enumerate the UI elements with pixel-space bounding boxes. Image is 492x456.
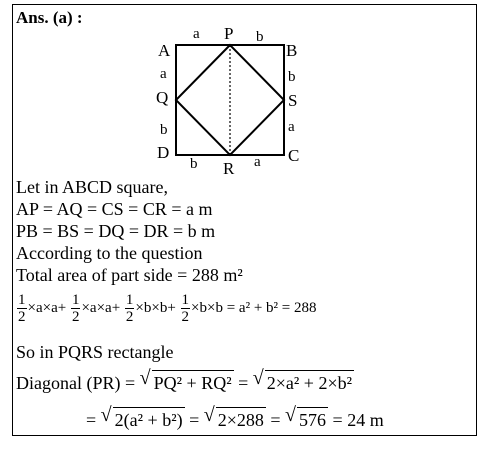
vertex-r: R xyxy=(223,159,235,178)
fraction-half-1: $\frac{1}{2}$ xyxy=(18,292,26,325)
text-line-5: Total area of part side = 288 m² xyxy=(16,265,243,285)
vertex-d: D xyxy=(157,143,170,162)
term-2: ×a×a+ xyxy=(81,299,121,316)
text-line-4: According to the question xyxy=(16,243,203,263)
final-answer: = 24 m xyxy=(328,410,384,430)
term-3: ×b×b+ xyxy=(135,299,176,316)
term-1: ×a×a+ xyxy=(27,299,67,316)
answer-title: Ans. (a) : xyxy=(16,8,83,27)
equals-sign-3: = xyxy=(265,410,286,430)
label-rc: a xyxy=(254,154,261,170)
equals-sign: = xyxy=(233,373,253,393)
fraction-half-2: $\frac{1}{2}$ xyxy=(71,292,80,325)
text-line-1: Let in ABCD square, xyxy=(16,177,168,197)
radical-4: √ 2×288 xyxy=(203,404,264,430)
label-bs: b xyxy=(288,69,296,85)
diagonal-lhs: Diagonal (PR) = xyxy=(16,373,136,393)
equals-sign-2: = xyxy=(184,410,204,430)
equals-sign-start: = xyxy=(86,410,97,430)
fraction-equation xyxy=(16,292,317,325)
label-ap: a xyxy=(193,26,200,42)
radical-2: √ 2×a² + 2×b² xyxy=(252,367,353,393)
label-aq: a xyxy=(160,66,167,82)
vertex-c: C xyxy=(288,146,300,165)
vertex-a: A xyxy=(158,41,171,60)
diagonal-equation xyxy=(16,367,354,394)
vertex-p: P xyxy=(224,24,234,43)
label-qd: b xyxy=(160,122,168,138)
label-dr: b xyxy=(190,156,198,172)
vertex-s: S xyxy=(288,91,298,110)
text-line-3: PB = BS = DQ = DR = b m xyxy=(16,221,216,241)
fraction-half-3: $\frac{1}{2}$ xyxy=(125,292,134,325)
label-sc: a xyxy=(288,119,295,135)
square-diagram xyxy=(0,0,492,180)
vertex-q: Q xyxy=(156,88,169,107)
text-line-7: So in PQRS rectangle xyxy=(16,342,174,362)
text-line-2: AP = AQ = CS = CR = a m xyxy=(16,199,213,219)
vertex-b: B xyxy=(286,41,298,60)
radical-3: √ 2(a² + b²) xyxy=(100,404,183,430)
fraction-half-4: $\frac{1}{2}$ xyxy=(181,292,190,325)
result-equation xyxy=(86,404,384,431)
radical-1: √ PQ² + RQ² xyxy=(139,367,232,393)
term-4: ×b×b = a² + b² = 288 xyxy=(191,299,317,316)
radical-5: √ 576 xyxy=(285,404,327,430)
label-pb: b xyxy=(256,29,264,45)
